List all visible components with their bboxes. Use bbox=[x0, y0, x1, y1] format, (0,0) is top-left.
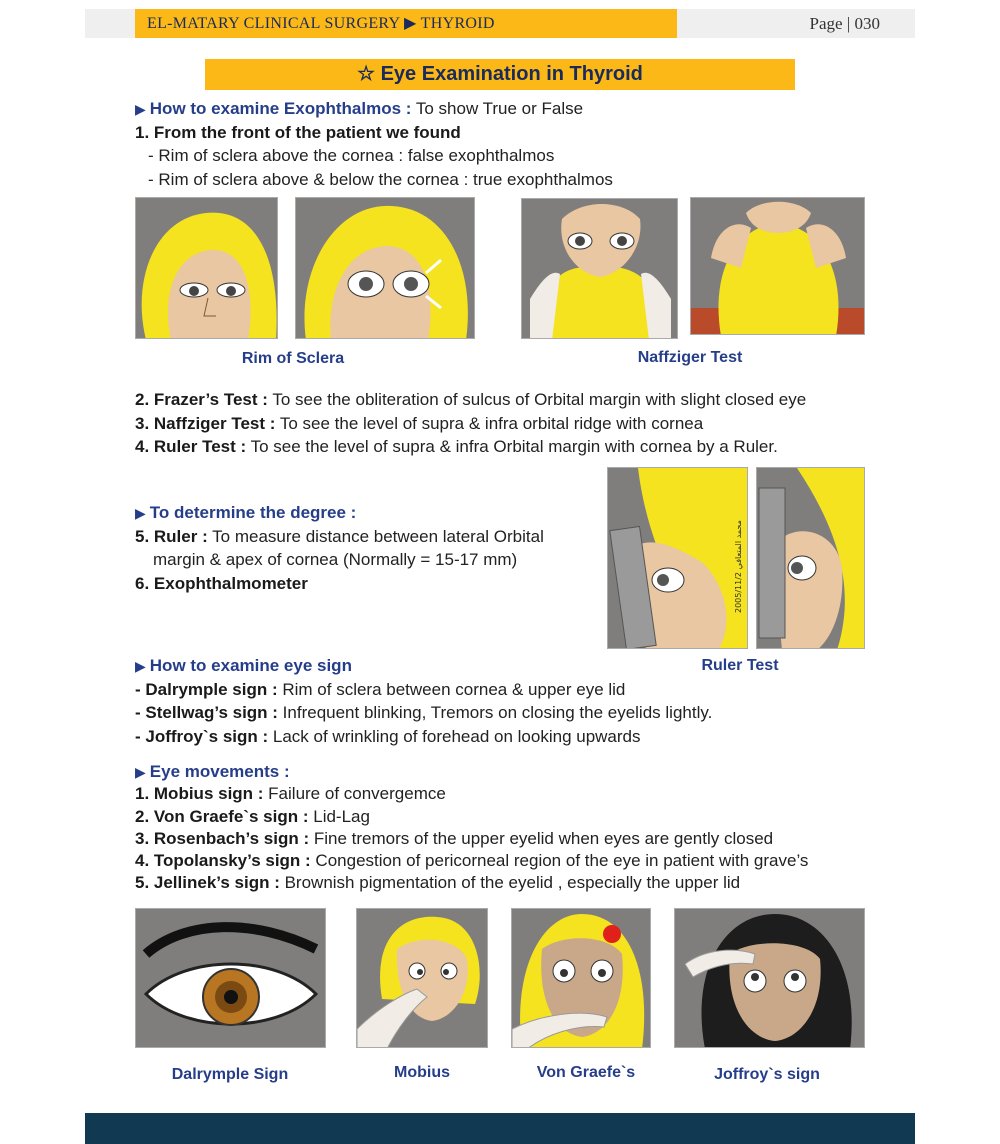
caption-dalrymple-sign: Dalrymple Sign bbox=[171, 1066, 289, 1083]
triangle-bullet-icon: ▶ bbox=[135, 101, 146, 117]
triangle-bullet-icon: ▶ bbox=[135, 505, 146, 521]
exo-heading: ▶ How to examine Exophthalmos : To show True or False bbox=[135, 99, 584, 118]
movement-mobius: 1. Mobius sign : Failure of convergemce bbox=[135, 784, 446, 803]
movement-rosenbach: 3. Rosenbach’s sign : Fine tremors of the upper eyelid when eyes are gently closed bbox=[135, 829, 774, 848]
von-graefe-image bbox=[511, 908, 651, 1048]
header-title: EL-MATARY CLINICAL SURGERY ▶ THYROID bbox=[135, 9, 677, 38]
movement-jellinek: 5. Jellinek’s sign : Brownish pigmentation of the eyelid , especially the upper lid bbox=[135, 873, 741, 892]
eyesign-stellwag: - Stellwag’s sign : Infrequent blinking, Tremors on closing the eyelids lightly. bbox=[135, 703, 713, 722]
eyesign-dalrymple: - Dalrymple sign : Rim of sclera between cornea & upper eye lid bbox=[135, 680, 626, 699]
test-naffziger: 3. Naffziger Test : To see the level of supra & infra orbital ridge with cornea bbox=[135, 414, 704, 433]
naffziger-image-1 bbox=[521, 198, 678, 339]
ruler-test-image-1 bbox=[607, 467, 748, 649]
caption-naffziger-test: Naffziger Test bbox=[637, 349, 743, 366]
degree-heading: ▶ To determine the degree : bbox=[135, 503, 357, 522]
naffziger-image-2 bbox=[690, 197, 865, 335]
caption-mobius: Mobius bbox=[394, 1064, 450, 1081]
movements-heading: ▶ Eye movements : bbox=[135, 762, 290, 781]
rim-sclera-image-2 bbox=[295, 197, 475, 339]
eyesign-joffroy: - Joffroy`s sign : Lack of wrinkling of forehead on looking upwards bbox=[135, 727, 641, 746]
dalrymple-image bbox=[135, 908, 326, 1048]
caption-ruler-test: Ruler Test bbox=[701, 657, 779, 674]
degree-ruler-cont: margin & apex of cornea (Normally = 15-17 mm) bbox=[153, 550, 518, 569]
rim-sclera-image-1 bbox=[135, 197, 278, 339]
footer-bar bbox=[85, 1113, 915, 1144]
section-title: ☆ Eye Examination in Thyroid bbox=[205, 59, 795, 90]
degree-ruler: 5. Ruler : To measure distance between lateral Orbital bbox=[135, 527, 544, 546]
exo-line-1: 1. From the front of the patient we found bbox=[135, 123, 461, 142]
eyesign-heading: ▶ How to examine eye sign bbox=[135, 656, 352, 675]
movement-von-graefe: 2. Von Graefe`s sign : Lid-Lag bbox=[135, 807, 370, 826]
triangle-bullet-icon: ▶ bbox=[135, 658, 146, 674]
caption-von-graefe: Von Graefe`s bbox=[536, 1064, 636, 1081]
test-ruler: 4. Ruler Test : To see the level of supra & infra Orbital margin with cornea by a Ruler. bbox=[135, 437, 778, 456]
test-frazer: 2. Frazer’s Test : To see the obliteration of sulcus of Orbital margin with slight closed eye bbox=[135, 390, 807, 409]
page-number: Page | 030 bbox=[809, 14, 880, 33]
movement-topolansky: 4. Topolansky’s sign : Congestion of pericorneal region of the eye in patient with grave’s bbox=[135, 851, 809, 870]
joffroy-image bbox=[674, 908, 865, 1048]
caption-joffroy-sign: Joffroy`s sign bbox=[714, 1066, 820, 1083]
caption-rim-of-sclera: Rim of Sclera bbox=[241, 350, 345, 367]
mobius-image bbox=[356, 908, 488, 1048]
degree-exophthalmometer: 6. Exophthalmometer bbox=[135, 574, 308, 593]
exo-line-2: - Rim of sclera above the cornea : false exophthalmos bbox=[148, 146, 555, 165]
ruler-illustration-signature: 2005/11/2 محمد المتعافي bbox=[734, 520, 743, 613]
triangle-bullet-icon: ▶ bbox=[135, 764, 146, 780]
ruler-test-image-2 bbox=[756, 467, 865, 649]
exo-line-3: - Rim of sclera above & below the cornea : true exophthalmos bbox=[148, 170, 613, 189]
